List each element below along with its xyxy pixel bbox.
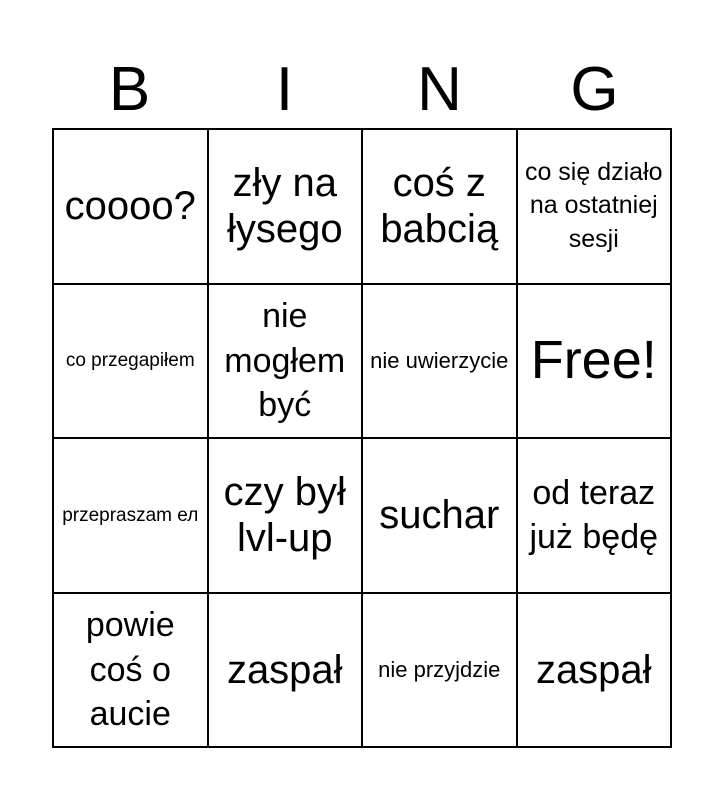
bingo-cell[interactable]: nie mogłem być <box>209 285 364 440</box>
bingo-cell[interactable]: co przegapiłem <box>54 285 209 440</box>
bingo-cell[interactable]: nie przyjdzie <box>363 594 518 749</box>
bingo-cell[interactable]: co się działo na ostatniej sesji <box>518 130 673 285</box>
bingo-cell[interactable]: powie coś o aucie <box>54 594 209 749</box>
free-space-cell[interactable]: Free! <box>518 285 673 440</box>
bingo-cell[interactable]: zaspał <box>518 594 673 749</box>
bingo-cell[interactable]: zły na łysego <box>209 130 364 285</box>
header-letter-g: G <box>570 55 619 124</box>
bingo-grid <box>52 128 672 748</box>
header-letter-n: N <box>417 55 462 124</box>
bingo-cell[interactable]: coś z babcią <box>363 130 518 285</box>
bingo-cell[interactable]: suchar <box>363 439 518 594</box>
header-letter-i: I <box>275 55 294 124</box>
header-letter-b: B <box>108 55 151 124</box>
bingo-header <box>52 52 672 128</box>
bingo-cell[interactable]: przepraszam ел <box>54 439 209 594</box>
bingo-cell[interactable]: czy był lvl-up <box>209 439 364 594</box>
bingo-cell[interactable]: coooo? <box>54 130 209 285</box>
bingo-cell[interactable]: zaspał <box>209 594 364 749</box>
bingo-cell[interactable]: nie uwierzycie <box>363 285 518 440</box>
bingo-cell[interactable]: od teraz już będę <box>518 439 673 594</box>
